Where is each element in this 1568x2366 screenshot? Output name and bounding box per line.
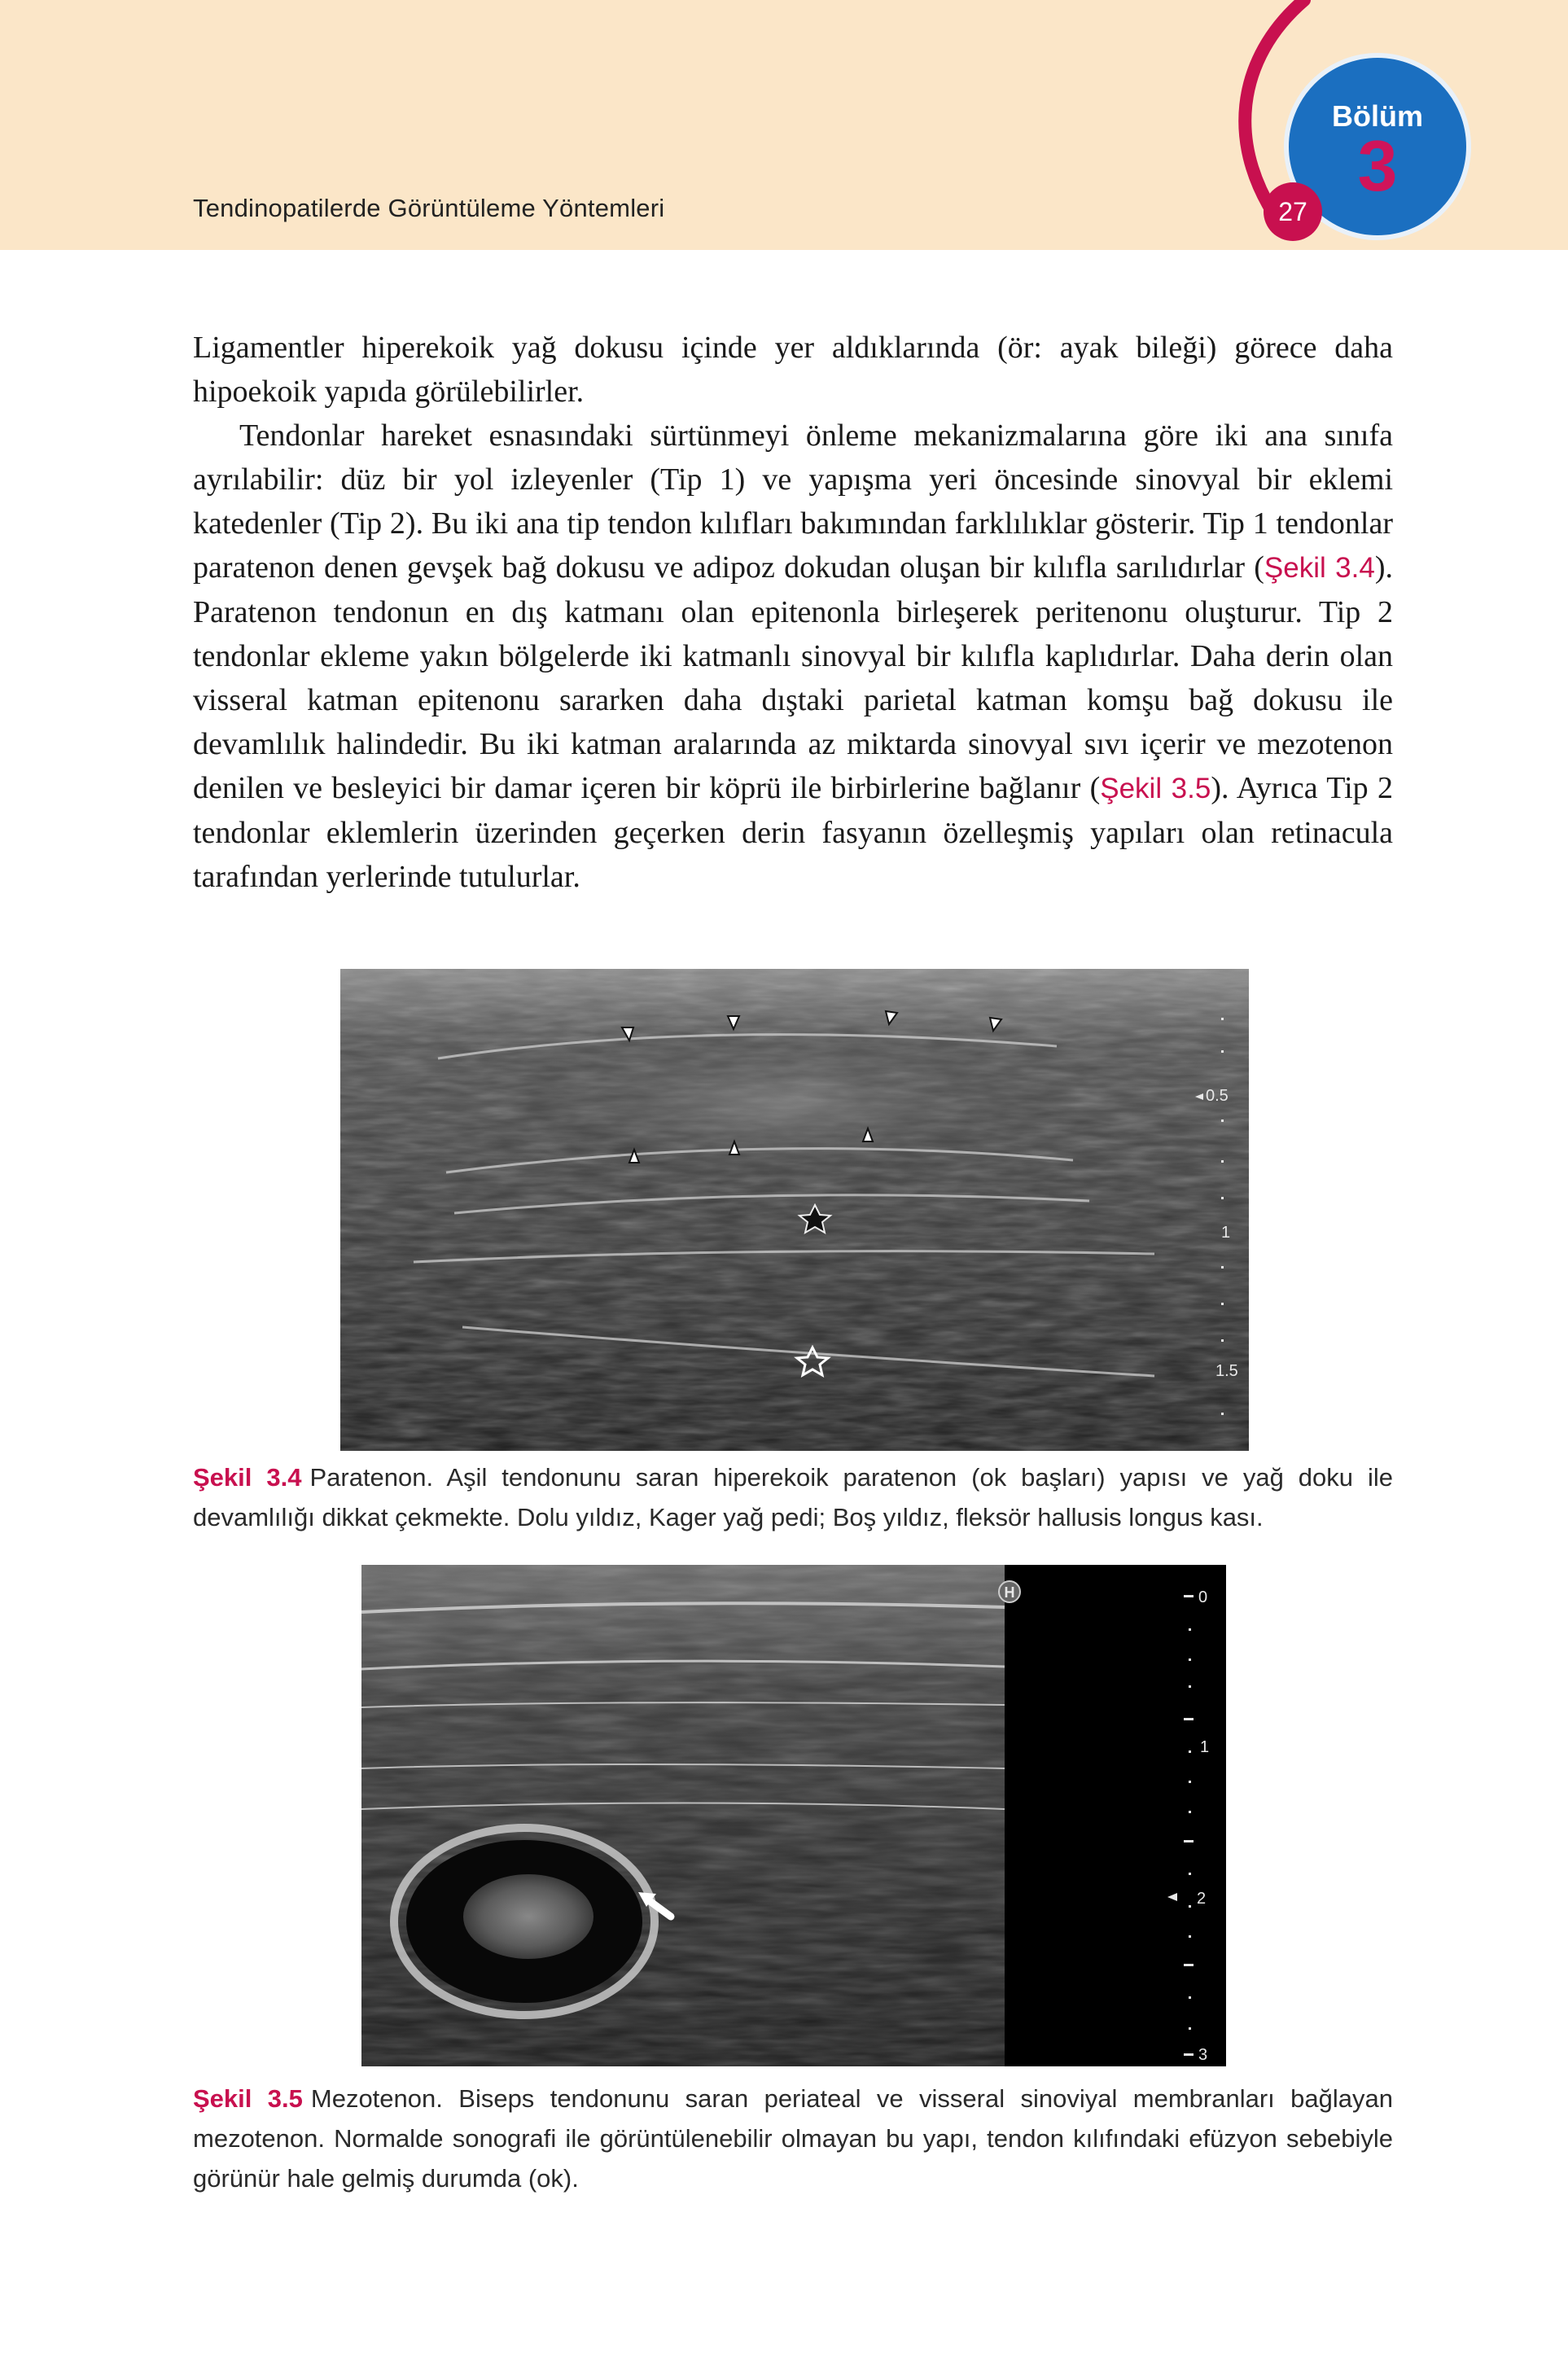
caption-text-3-5: Mezotenon. Biseps tendonunu saran periateal ve visseral sinoviyal membranları bağlayan mezotenon. Normalde sonografi ile görüntülenebilir olmayan bu yapı, tendon kılıfındaki efüzyon sebebiyle görünür hale gelmiş durumda (ok). (193, 2084, 1393, 2193)
paragraph-1: Ligamentler hiperekoik yağ dokusu içinde yer aldıklarında (ör: ayak bileği) görece daha hipoekoik yapıda görülebilirler. (193, 331, 1393, 409)
body-text (193, 326, 1393, 899)
depth-label-0-5: 0.5 (1206, 1087, 1229, 1105)
paragraph-2-part-a: Tendonlar hareket esnasındaki sürtünmeyi önleme mekanizmalarına göre iki ana sınıfa ayrılabilir: düz bir yol izleyenler (Tip 1) ve yapışma yeri öncesinde sinovyal bir eklemi katedenler (Tip 2). Bu iki ana tip tendon kılıfları bakımından farklılıklar gösterir. Tip 1 tendonlar paratenon denen gevşek bağ dokusu ve adipoz dokudan oluşan bir kılıfla sarılıdırlar ( (193, 418, 1393, 585)
figure-3-5-caption (193, 2079, 1393, 2198)
figure-3-4-ultrasound (340, 969, 1249, 1451)
depth-label-1-5: 1.5 (1215, 1362, 1238, 1380)
page-number: 27 (1278, 197, 1307, 226)
caption-text-3-4: Paratenon. Aşil tendonunu saran hiperekoik paratenon (ok başları) yapısı ve yağ doku ile devamlılığı dikkat çekmekte. Dolu yıldız, Kager yağ pedi; Boş yıldız, fleksör hallusis longus kası. (193, 1463, 1394, 1531)
figure-ref-3-5[interactable]: Şekil 3.5 (1100, 773, 1211, 804)
paragraph-2 (193, 414, 1393, 899)
biceps-tendon (463, 1874, 593, 1959)
caption-label-3-4: Şekil 3.4 (193, 1463, 302, 1492)
depth-label-3: 3 (1198, 2046, 1208, 2064)
figure-3-5-ultrasound (361, 1565, 1226, 2066)
paragraph-2-part-c: ). Ayrıca Tip 2 tendonlar eklemlerin üzerinden geçerken derin fasyanın özelleşmiş yapıları olan retinacula tarafından yerlerinde tutulurlar. (193, 771, 1394, 894)
depth-label-2: 2 (1197, 1890, 1207, 1908)
paragraph-2-part-b: ). Paratenon tendonun en dış katmanı olan epitenonla birleşerek peritenonu oluşturur. Tip 2 tendonlar ekleme yakın bölgelerde iki katmanlı sinovyal bir kılıfla kaplıdırlar. Daha derin olan visseral katman epitenonu sararken daha dıştaki parietal katman komşu bağ dokusu ile devamlılık halindedir. Bu iki katman aralarında az miktarda sinovyal sıvı içerir ve mezotenon denilen ve besleyici bir damar içeren bir köprü ile birbirlerine bağlanır ( (193, 550, 1393, 805)
badge-letter: H (1004, 1584, 1015, 1601)
figure-ref-3-4[interactable]: Şekil 3.4 (1264, 552, 1375, 584)
chapter-number: 3 (1357, 125, 1398, 206)
depth-label-1: 1 (1221, 1224, 1231, 1242)
running-title: Tendinopatilerde Görüntüleme Yöntemleri (193, 194, 665, 222)
caption-label-3-5: Şekil 3.5 (193, 2084, 303, 2113)
depth-label-0: 0 (1198, 1588, 1208, 1606)
figure-3-4-caption (193, 1457, 1393, 1537)
chapter-word: Bölüm (1332, 99, 1423, 133)
depth-label-1: 1 (1200, 1738, 1210, 1756)
